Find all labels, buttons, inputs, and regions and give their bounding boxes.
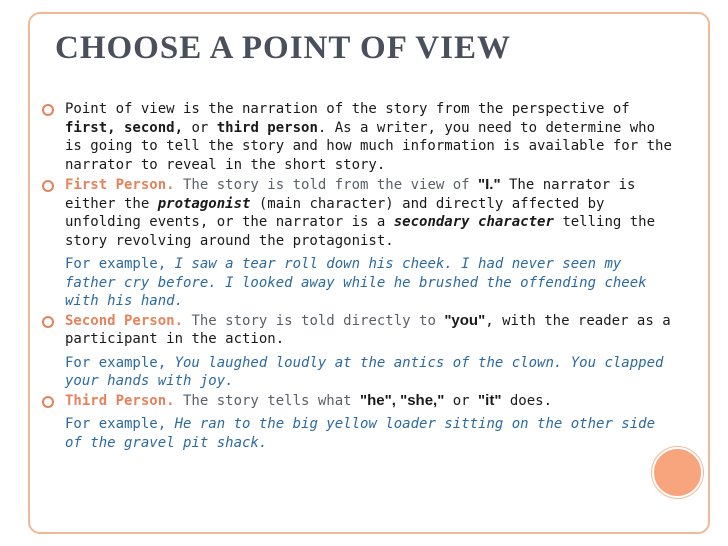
example-lead: For example, <box>65 256 175 272</box>
third-person-quote-1: "he", "she," <box>360 391 445 409</box>
example-lead: For example, <box>65 354 175 371</box>
bullet-third-person <box>40 392 680 411</box>
third-person-quote-2: "it" <box>478 391 502 409</box>
first-person-text-2: The narrator is either the <box>65 177 636 212</box>
second-person-text: The story is told directly to <box>183 312 445 329</box>
bullet-circle-icon <box>42 316 54 328</box>
first-person-text-4: telling the story revolving around the protagonist. <box>65 214 656 249</box>
third-person-text-3: does. <box>501 392 553 409</box>
first-person-text-3: (main character) and directly affected by unfolding events, or the narrator is a <box>65 195 605 230</box>
slide-content <box>40 100 680 453</box>
first-person-quote: "I." <box>478 176 501 193</box>
bullet-circle-icon <box>42 104 54 116</box>
third-person-label: Third Person. <box>65 392 175 409</box>
second-person-quote: "you" <box>444 311 486 329</box>
third-person-text: The story tells what <box>174 392 361 409</box>
second-person-example-text: You laughed loudly at the antics of the clown. You clapped your hands with joy. <box>65 354 664 389</box>
intro-or: or <box>183 119 217 136</box>
first-person-text: The story is told from the view of <box>174 177 479 193</box>
first-person-example <box>40 255 680 311</box>
bullet-second-person <box>40 312 680 349</box>
bullet-circle-icon <box>42 180 54 192</box>
bullet-circle-icon <box>42 396 54 408</box>
intro-first-second: first, second, <box>65 119 184 136</box>
decorative-circle-icon <box>652 447 703 498</box>
intro-third-person: third person <box>216 119 318 136</box>
bullet-intro <box>40 100 680 174</box>
secondary-character-term: secondary character <box>393 214 554 230</box>
bullet-first-person <box>40 176 680 250</box>
third-person-example <box>40 415 680 452</box>
slide-title: CHOOSE A POINT OF VIEW <box>55 30 511 66</box>
example-lead: For example, <box>65 416 175 432</box>
intro-text: Point of view is the narration of the story from the perspective of <box>65 101 630 117</box>
second-person-label: Second Person. <box>65 312 184 329</box>
second-person-text-2: , with the reader as a participant in the action. <box>65 312 671 347</box>
first-person-label: First Person. <box>65 177 175 193</box>
first-person-example-text: I saw a tear roll down his cheek. I had never seen my father cry before. I looked away while he brushed the offending cheek with his hand. <box>65 256 647 309</box>
second-person-example <box>40 354 680 391</box>
intro-rest: . As a writer, you need to determine who is going to tell the story and how much information is available for the narrator to reveal in the short story. <box>65 119 672 173</box>
protagonist-term: protagonist <box>157 195 251 212</box>
third-person-text-2: or <box>444 392 479 409</box>
third-person-example-text: He ran to the big yellow loader sitting on the other side of the gravel pit shack. <box>65 416 656 451</box>
